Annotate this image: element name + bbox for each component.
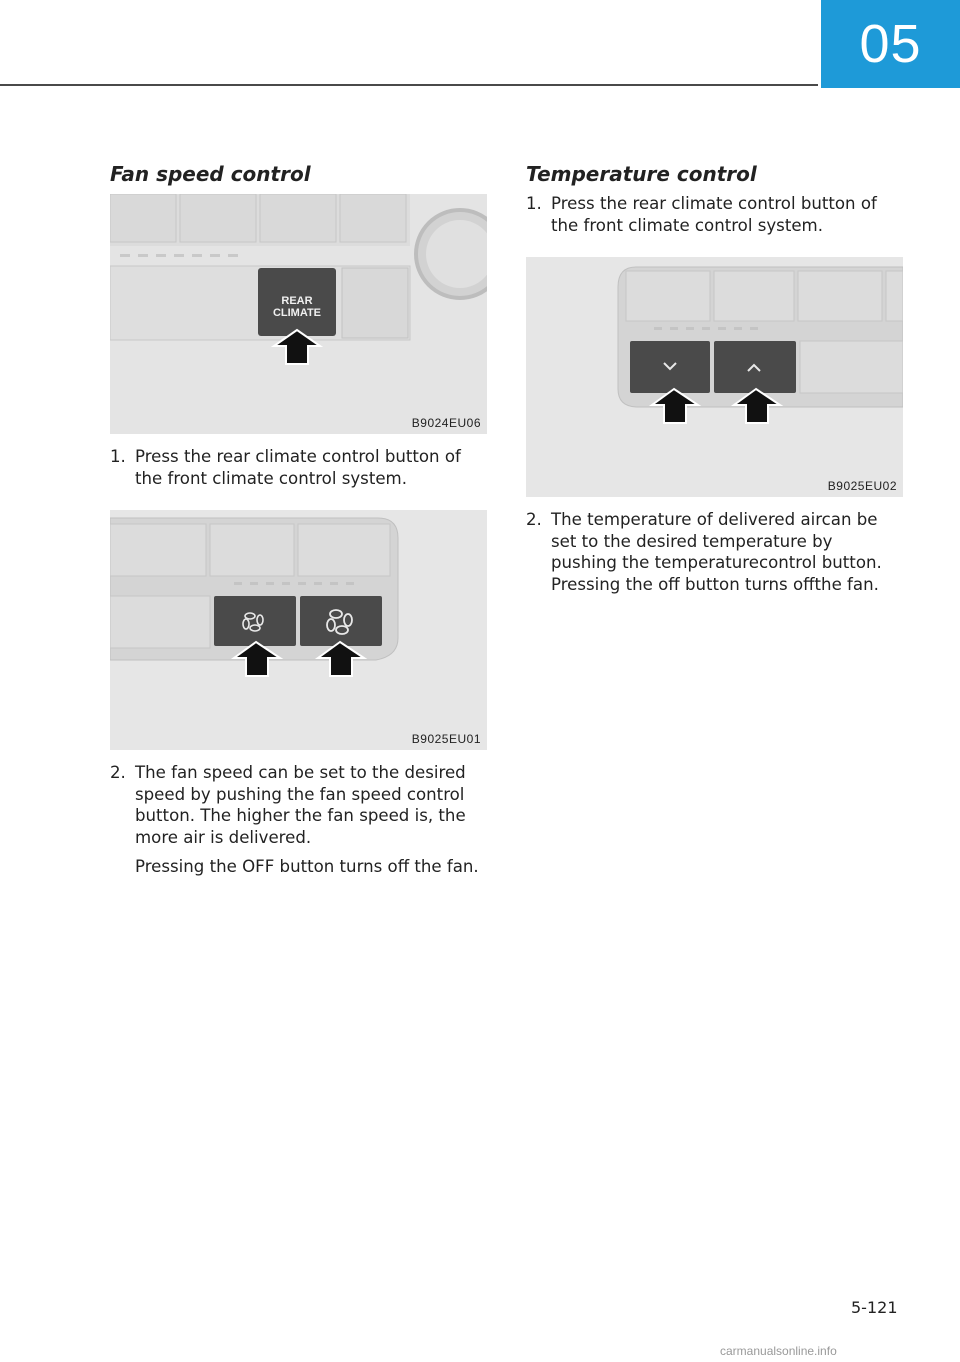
figure-rear-climate-button xyxy=(110,194,487,434)
rear-button-label-line1: REAR xyxy=(281,295,313,307)
step-text: Press the rear climate control button of the front climate control system. xyxy=(135,447,461,488)
step-text: Press the rear climate control button of the front climate control system. xyxy=(551,194,877,235)
step-number: 2. xyxy=(110,763,126,782)
figure-temperature-buttons xyxy=(526,257,903,497)
section-title-temperature: Temperature control xyxy=(526,162,757,186)
step-number: 1. xyxy=(526,194,542,213)
header-rule xyxy=(0,84,818,86)
section-title-fan-speed: Fan speed control xyxy=(110,162,311,186)
step-text: The fan speed can be set to the desired speed by pushing the fan speed control button. The higher the fan speed is, the more air is delivered. xyxy=(135,763,466,847)
left-step-1 xyxy=(110,446,480,489)
figure-fan-buttons xyxy=(110,510,487,750)
right-step-2 xyxy=(526,509,896,595)
step-number: 2. xyxy=(526,510,542,529)
rear-button-label-line2: CLIMATE xyxy=(272,307,322,319)
step-number: 1. xyxy=(110,447,126,466)
step-text: The temperature of delivered aircan be set to the desired temperature by pushing the temperaturecontrol button. Pressing the off button turns offthe fan. xyxy=(551,510,882,594)
watermark-link[interactable]: carmanualsonline.info xyxy=(720,1344,837,1358)
figure-code: B9025EU02 xyxy=(827,479,897,493)
left-step-2 xyxy=(110,762,480,878)
figure-code: B9024EU06 xyxy=(411,416,481,430)
figure-code: B9025EU01 xyxy=(411,732,481,746)
chapter-tab: 05 xyxy=(821,0,960,88)
page-number: 5-121 xyxy=(851,1298,898,1317)
right-step-1 xyxy=(526,193,896,236)
step-note: Pressing the OFF button turns off the fan. xyxy=(135,857,479,876)
